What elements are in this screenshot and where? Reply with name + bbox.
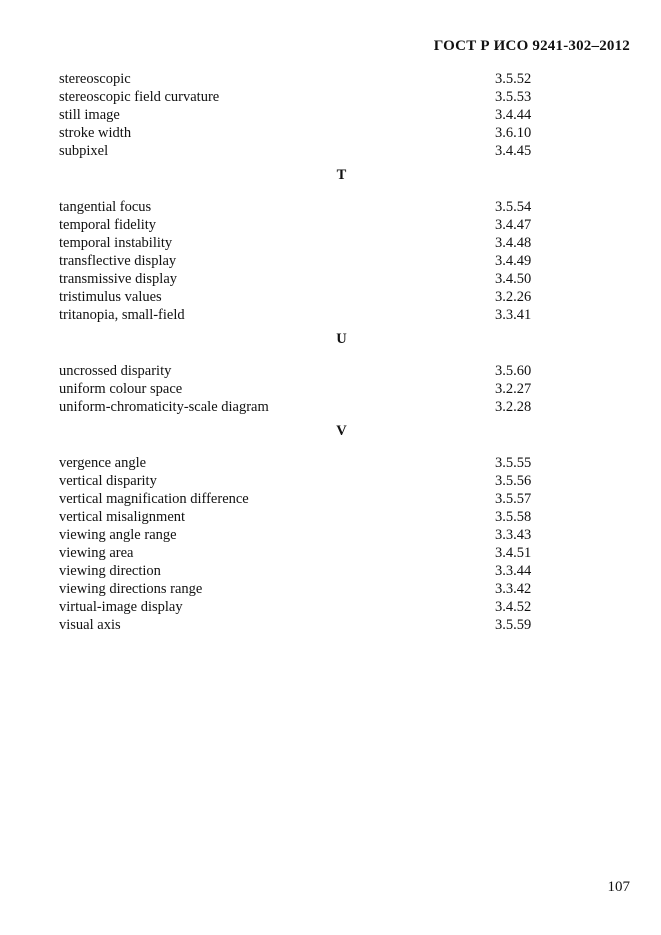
index-letter-heading: T xyxy=(336,167,347,183)
index-term: vertical misalignment xyxy=(59,509,186,525)
index-term: uncrossed disparity xyxy=(59,363,172,379)
index-reference: 3.6.10 xyxy=(495,125,532,141)
index-term: transmissive display xyxy=(59,271,178,287)
index-entry xyxy=(59,216,579,234)
index-entry xyxy=(59,88,579,106)
index-term: vertical magnification difference xyxy=(59,491,249,507)
index-term: uniform-chromaticity-scale diagram xyxy=(59,399,269,415)
index-term: temporal instability xyxy=(59,235,173,251)
index-term: stroke width xyxy=(59,125,132,141)
index-reference: 3.5.58 xyxy=(495,509,532,525)
index-entry xyxy=(59,472,579,490)
index-term: transflective display xyxy=(59,253,177,269)
index-term: viewing area xyxy=(59,545,134,561)
index-term: still image xyxy=(59,107,120,123)
index-term: temporal fidelity xyxy=(59,217,157,233)
index-reference: 3.2.26 xyxy=(495,289,532,305)
index-entry xyxy=(59,490,579,508)
index-entry xyxy=(59,380,579,398)
index-entry xyxy=(59,454,579,472)
index-reference: 3.5.60 xyxy=(495,363,532,379)
index-letter-heading: V xyxy=(336,423,347,439)
index-entry xyxy=(59,252,579,270)
index-reference: 3.5.53 xyxy=(495,89,532,105)
index-term: vertical disparity xyxy=(59,473,157,489)
index-entry xyxy=(59,544,579,562)
index-reference: 3.2.27 xyxy=(495,381,532,397)
index-reference: 3.4.48 xyxy=(495,235,532,251)
index-entry xyxy=(59,306,579,324)
index-entry xyxy=(59,70,579,88)
index-entry xyxy=(59,270,579,288)
index-reference: 3.4.47 xyxy=(495,217,532,233)
index-entry xyxy=(59,142,579,160)
index-reference: 3.3.43 xyxy=(495,527,532,543)
index-entry xyxy=(59,398,579,416)
index-reference: 3.4.50 xyxy=(495,271,532,287)
index-reference: 3.3.42 xyxy=(495,581,532,597)
index-reference: 3.4.45 xyxy=(495,143,532,159)
index-entry xyxy=(59,106,579,124)
index-term: stereoscopic field curvature xyxy=(59,89,220,105)
index-entry xyxy=(59,198,579,216)
index-term: tangential focus xyxy=(59,199,152,215)
index-term: virtual-image display xyxy=(59,599,183,615)
index-reference: 3.4.49 xyxy=(495,253,532,269)
index-reference: 3.5.54 xyxy=(495,199,532,215)
index-entry xyxy=(59,598,579,616)
index-entry xyxy=(59,616,579,634)
index-term: tritanopia, small-field xyxy=(59,307,185,323)
index-term: visual axis xyxy=(59,617,121,633)
index-term: stereoscopic xyxy=(59,71,131,87)
index-entry xyxy=(59,580,579,598)
alphabetical-index xyxy=(59,70,579,634)
index-term: viewing directions range xyxy=(59,581,203,597)
index-reference: 3.5.55 xyxy=(495,455,532,471)
index-entry xyxy=(59,234,579,252)
index-term: viewing direction xyxy=(59,563,161,579)
index-reference: 3.4.52 xyxy=(495,599,532,615)
index-term: subpixel xyxy=(59,143,109,159)
index-term: tristimulus values xyxy=(59,289,162,305)
index-reference: 3.3.41 xyxy=(495,307,532,323)
index-reference: 3.4.44 xyxy=(495,107,532,123)
document-header: ГОСТ Р ИСО 9241-302–2012 xyxy=(433,38,630,54)
index-reference: 3.5.59 xyxy=(495,617,532,633)
page-number: 107 xyxy=(607,879,630,895)
index-entry xyxy=(59,362,579,380)
index-reference: 3.5.52 xyxy=(495,71,532,87)
index-entry xyxy=(59,124,579,142)
index-term: viewing angle range xyxy=(59,527,177,543)
index-entry xyxy=(59,288,579,306)
index-reference: 3.2.28 xyxy=(495,399,532,415)
index-reference: 3.5.56 xyxy=(495,473,532,489)
index-entry xyxy=(59,562,579,580)
index-reference: 3.3.44 xyxy=(495,563,532,579)
index-entry xyxy=(59,526,579,544)
index-reference: 3.4.51 xyxy=(495,545,532,561)
index-reference: 3.5.57 xyxy=(495,491,532,507)
index-term: vergence angle xyxy=(59,455,147,471)
index-letter-heading: U xyxy=(336,331,347,347)
index-entry xyxy=(59,508,579,526)
index-term: uniform colour space xyxy=(59,381,183,397)
